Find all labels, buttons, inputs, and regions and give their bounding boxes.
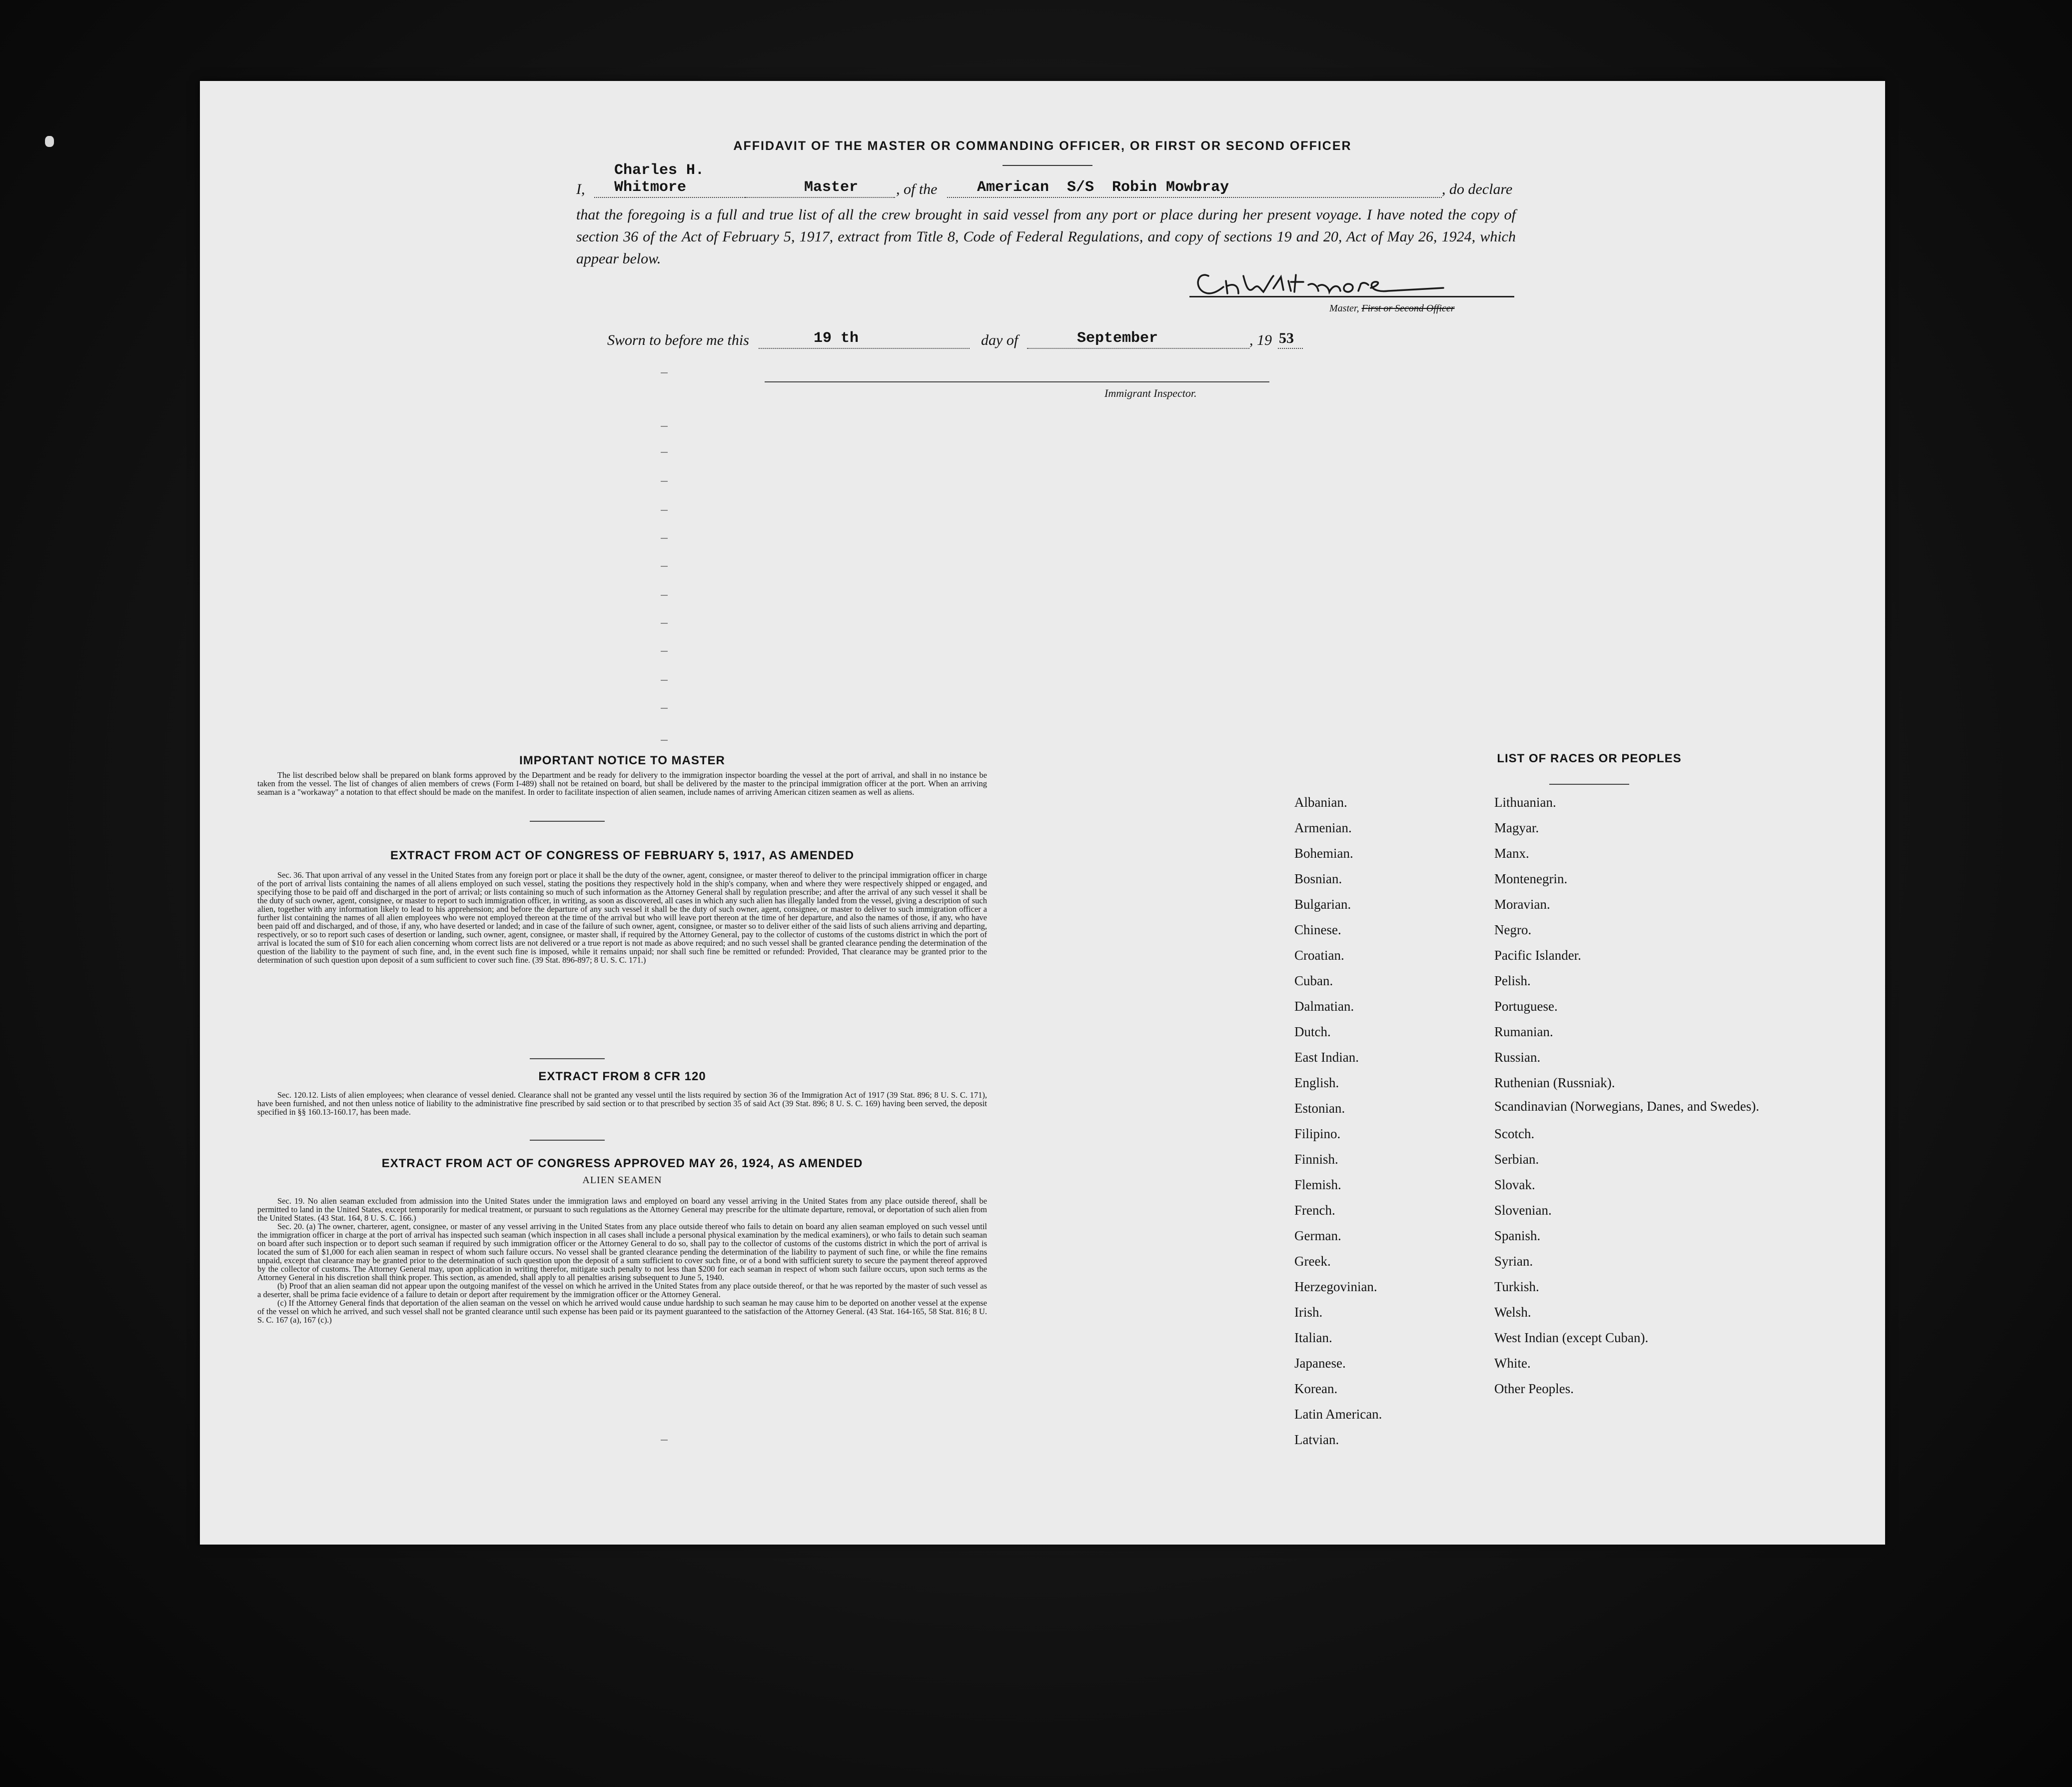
margin-tick [661,510,668,511]
year-prefix: , 19 [1249,332,1272,348]
important-notice-title: IMPORTANT NOTICE TO MASTER [519,754,725,767]
sworn-month-field: September [1027,331,1249,349]
divider [1003,165,1092,166]
race-item: Slovenian. [1494,1203,1552,1218]
divider [530,1058,605,1059]
race-item: Estonian. [1294,1101,1345,1116]
act-1917-title: EXTRACT FROM ACT OF CONGRESS OF FEBRUARY 5, 1917, AS AMENDED [390,849,855,862]
affidavit-title: AFFIDAVIT OF THE MASTER OR COMMANDING OFFICER, OR FIRST OR SECOND OFFICER [733,139,1352,153]
race-item: Portuguese. [1494,999,1558,1014]
rank-field: Master [745,180,895,198]
race-item: White. [1494,1356,1531,1371]
act-1924-text [257,1197,987,1324]
signature-caption: Master, First or Second Officer [1329,303,1455,314]
divider [530,1140,605,1141]
margin-tick [661,708,668,709]
race-item: Montenegrin. [1494,871,1568,886]
day-of-text: day of [981,332,1019,348]
race-item: West Indian (except Cuban). [1494,1330,1649,1345]
margin-tick [661,651,668,652]
margin-tick [661,623,668,624]
do-declare-text: , do declare [1442,181,1513,197]
races-list-title: LIST OF RACES OR PEOPLES [1497,752,1682,765]
master-name-field: Charles H. Whitmore [594,180,745,198]
divider [1549,784,1629,785]
race-item: Magyar. [1494,820,1539,835]
race-item: Albanian. [1294,795,1347,810]
race-item: Herzegovinian. [1294,1279,1377,1294]
race-item: Flemish. [1294,1177,1341,1192]
act-1924-sec-20b: (b) Proof that an alien seaman did not appear upon the outgoing manifest of the vessel on which he arrived in the United States from any place outside thereof, or that he was reported by the master of such vessel as a deserter, shall be prima facie evidence of a failure to detain or deport after requirement by the immigration officer or the Attorney General. [257,1281,987,1299]
race-item: Negro. [1494,922,1532,937]
declaration-i: I, [576,181,585,197]
race-item: Spanish. [1494,1228,1541,1243]
race-item: Pelish. [1494,973,1531,988]
struck-officer-title: First or Second Officer [1361,303,1455,314]
race-item: Irish. [1294,1305,1323,1320]
race-item: English. [1294,1075,1339,1090]
race-item: Latin American. [1294,1407,1382,1422]
race-item: Manx. [1494,846,1529,861]
margin-tick [661,680,668,681]
margin-tick [661,372,668,373]
declaration-paragraph: that the foregoing is a full and true list of all the crew brought in said vessel from any port or place during her present voyage. I have noted the copy of section 36 of the Act of February 5, 1917, extract from Title 8, Code of Federal Regulations, and copy of sections 19 and 20, Act of May 26, 1924, which appear below. [576,206,1516,267]
race-item: Ruthenian (Russniak). [1494,1075,1615,1090]
race-item: Dutch. [1294,1024,1331,1039]
race-item: Welsh. [1494,1305,1531,1320]
race-item: Pacific Islander. [1494,948,1581,963]
margin-tick [661,566,668,567]
race-item: Chinese. [1294,922,1341,937]
race-item: Lithuanian. [1494,795,1556,810]
race-item: Greek. [1294,1254,1331,1269]
race-item: Scandinavian (Norwegians, Danes, and Swedes). [1494,1099,1760,1114]
inspector-label: Immigrant Inspector. [1104,387,1197,399]
race-item: Italian. [1294,1330,1332,1345]
margin-tick [661,481,668,482]
race-item: Japanese. [1294,1356,1346,1371]
inspector-signature-line [765,381,1269,382]
race-item: French. [1294,1203,1335,1218]
declaration-line [576,162,1516,203]
cfr-120-title: EXTRACT FROM 8 CFR 120 [538,1070,706,1083]
margin-tick [661,740,668,741]
vessel-name-field: American S/S Robin Mowbray [947,180,1442,198]
margin-tick [661,426,668,427]
race-item: Slovak. [1494,1177,1535,1192]
margin-tick [661,595,668,596]
divider [530,821,605,822]
race-item: Armenian. [1294,820,1352,835]
race-item: Serbian. [1494,1152,1539,1167]
race-item: Other Peoples. [1494,1381,1574,1396]
race-item: Latvian. [1294,1432,1339,1447]
signature-line [1189,296,1514,297]
race-item: Moravian. [1494,897,1550,912]
races-column-2 [1494,790,1774,1402]
scan-speck [45,136,54,147]
race-item: Scotch. [1494,1126,1535,1141]
sworn-day-field: 19 th [759,331,970,349]
margin-tick [661,1440,668,1441]
sworn-year-field: 53 [1278,331,1303,349]
act-1924-title: EXTRACT FROM ACT OF CONGRESS APPROVED MAY 26, 1924, AS AMENDED [381,1157,863,1170]
sworn-prefix: Sworn to before me this [607,332,749,348]
race-item: Croatian. [1294,948,1344,963]
races-column-1 [1294,790,1459,1453]
act-1924-sec-20a: Sec. 20. (a) The owner, charterer, agent, consignee, or master of any vessel arriving in the United States from any place outside thereof who fails to detain on board any alien seaman employed on such vessel until the immigration officer in charge at the port of arrival has inspected such seaman (which inspection in all cases shall include a personal physical examination by the medical examiners), or who fails to detain such seaman on board after such inspection or to deport such seaman if required by such immigration officer or the Attorney General to do so, shall pay to the collector of customs of the customs district in which the port of arrival is located the sum of $1,000 for each alien seaman in respect of whom such failure occurs. No vessel shall be granted clearance pending the determination of the liability to payment of such fine, or while the fine remains unpaid, except that clearance may be granted prior to the determination of such question upon the deposit of a sum sufficient to cover such fine, or of a bond with sufficient surety to secure the payment thereof approved by the collector of customs. The Attorney General may, upon application in writing therefor, mitigate such penalty to not less than $200 for each seaman in respect of whom such failure occurs, upon such terms as the Attorney General in his discretion shall think proper. This section, as amended, shall apply to all penalties arising subsequent to June 5, 1940. [257,1222,987,1282]
sworn-line [607,331,1307,354]
race-item: Bulgarian. [1294,897,1351,912]
race-item: Syrian. [1494,1254,1533,1269]
act-1924-sec-19: Sec. 19. No alien seaman excluded from admission into the United States under the immigration laws and employed on board any vessel arriving in the United States from any place outside thereof, shall be permitted to land in the United States, except temporarily for medical treatment, or pursuant to such regulations as the Attorney General may prescribe for the ultimate departure, removal, or deportation of such alien from the United States. (43 Stat. 164, 8 U. S. C. 166.) [257,1196,987,1223]
race-item: Finnish. [1294,1152,1338,1167]
act-1924-sec-20c: (c) If the Attorney General finds that deportation of the alien seaman on the vessel on which he arrived would cause undue hardship to such seaman he may cause him to be deported on another vessel at the expense of the vessel on which he arrived, and such vessel shall not be granted clearance until such expense has been paid or its payment guaranteed to the satisfaction of the Attorney General. (43 Stat. 164-165, 58 Stat. 816; 8 U. S. C. 167 (a), 167 (c).) [257,1298,987,1325]
margin-tick [661,452,668,453]
important-notice-text: The list described below shall be prepared on blank forms approved by the Department and be ready for delivery to the immigration inspector boarding the vessel at the port of arrival, and shall in no instance be taken from the vessel. The list of changes of alien members of crews (Form I-489) shall not be retained on board, but shall be delivered by the master to the principal immigration officer at the port. When an arriving seaman is a "workaway" a notation to that effect should be made on the manifest. In order to facilitate inspection of alien seamen, include names of arriving American citizen seamen as well as aliens. [257,770,987,797]
race-item: Korean. [1294,1381,1338,1396]
race-item: Bohemian. [1294,846,1353,861]
race-item: Bosnian. [1294,871,1342,886]
act-1924-subtitle: ALIEN SEAMEN [582,1175,662,1186]
race-item: Filipino. [1294,1126,1341,1141]
document-page [200,81,1885,1545]
act-1917-text: Sec. 36. That upon arrival of any vessel in the United States from any foreign port or place it shall be the duty of the owner, agent, consignee, or master thereof to deliver to the principal immigration officer in charge of the port of arrival lists containing the names of all aliens employed on such vessel, stating the positions they respectively hold in the ship's company, when and where they were respectively shipped or engaged, and specifying those to be paid off and discharged in the port of arrival; or lists containing so much of such information as the Attorney General shall by regulation prescribe; and after the arrival of any such vessel it shall be the duty of such owner, agent, consignee, or master to report to such immigration officer, in writing, as soon as discovered, all cases in which any such alien has illegally landed from the vessel, giving a description of such alien, together with any information likely to lead to his apprehension; and before the departure of any such vessel it shall be the duty of such owner, agent, consignee, or master to deliver to such immigration officer a further list containing the names of all alien employees who were not employed thereon at the time of the arrival but who will leave port thereon at the time of her departure, and also the names of those, if any, who have been paid off and discharged, and of those, if any, who have deserted or landed; and in case of the failure of such owner, agent, consignee, or master so to deliver either of the said lists of such aliens arriving and departing, respectively, or so to report such cases of desertion or landing, such owner, agent, consignee, or master shall, if required by the Attorney General, pay to the collector of customs of the customs district in which the port of arrival is located the sum of $10 for each alien concerning whom correct lists are not delivered or a true report is not made as above required; and no such vessel shall be granted clearance pending the determination of the question of the liability to the payment of such fine, and, in the event such fine is imposed, while it remains unpaid; nor shall such fine be remitted or refunded: Provided, That clearance may be granted prior to the determination of such question upon deposit of a sum sufficient to cover such fine. (39 Stat. 896-897; 8 U. S. C. 171.) [257,870,987,965]
race-item: German. [1294,1228,1341,1243]
race-item: Cuban. [1294,973,1333,988]
race-item: Dalmatian. [1294,999,1354,1014]
race-item: Turkish. [1494,1279,1539,1294]
margin-tick [661,538,668,539]
race-item: Rumanian. [1494,1024,1553,1039]
race-item: East Indian. [1294,1050,1359,1065]
race-item: Russian. [1494,1050,1541,1065]
of-the-text: , of the [896,181,938,197]
cfr-120-text: Sec. 120.12. Lists of alien employees; when clearance of vessel denied. Clearance shall not be granted any vessel until the lists required by section 36 of the Immigration Act of 1917 (39 Stat. 896; 8 U. S. C. 171), have been furnished, and not then unless notice of liability to the administrative fine prescribed by said section or to that prescribed by section 35 of said Act (39 Stat. 896; 8 U. S. C. 169) having been served, the deposit specified in §§ 160.13-160.17, has been made. [257,1090,987,1117]
